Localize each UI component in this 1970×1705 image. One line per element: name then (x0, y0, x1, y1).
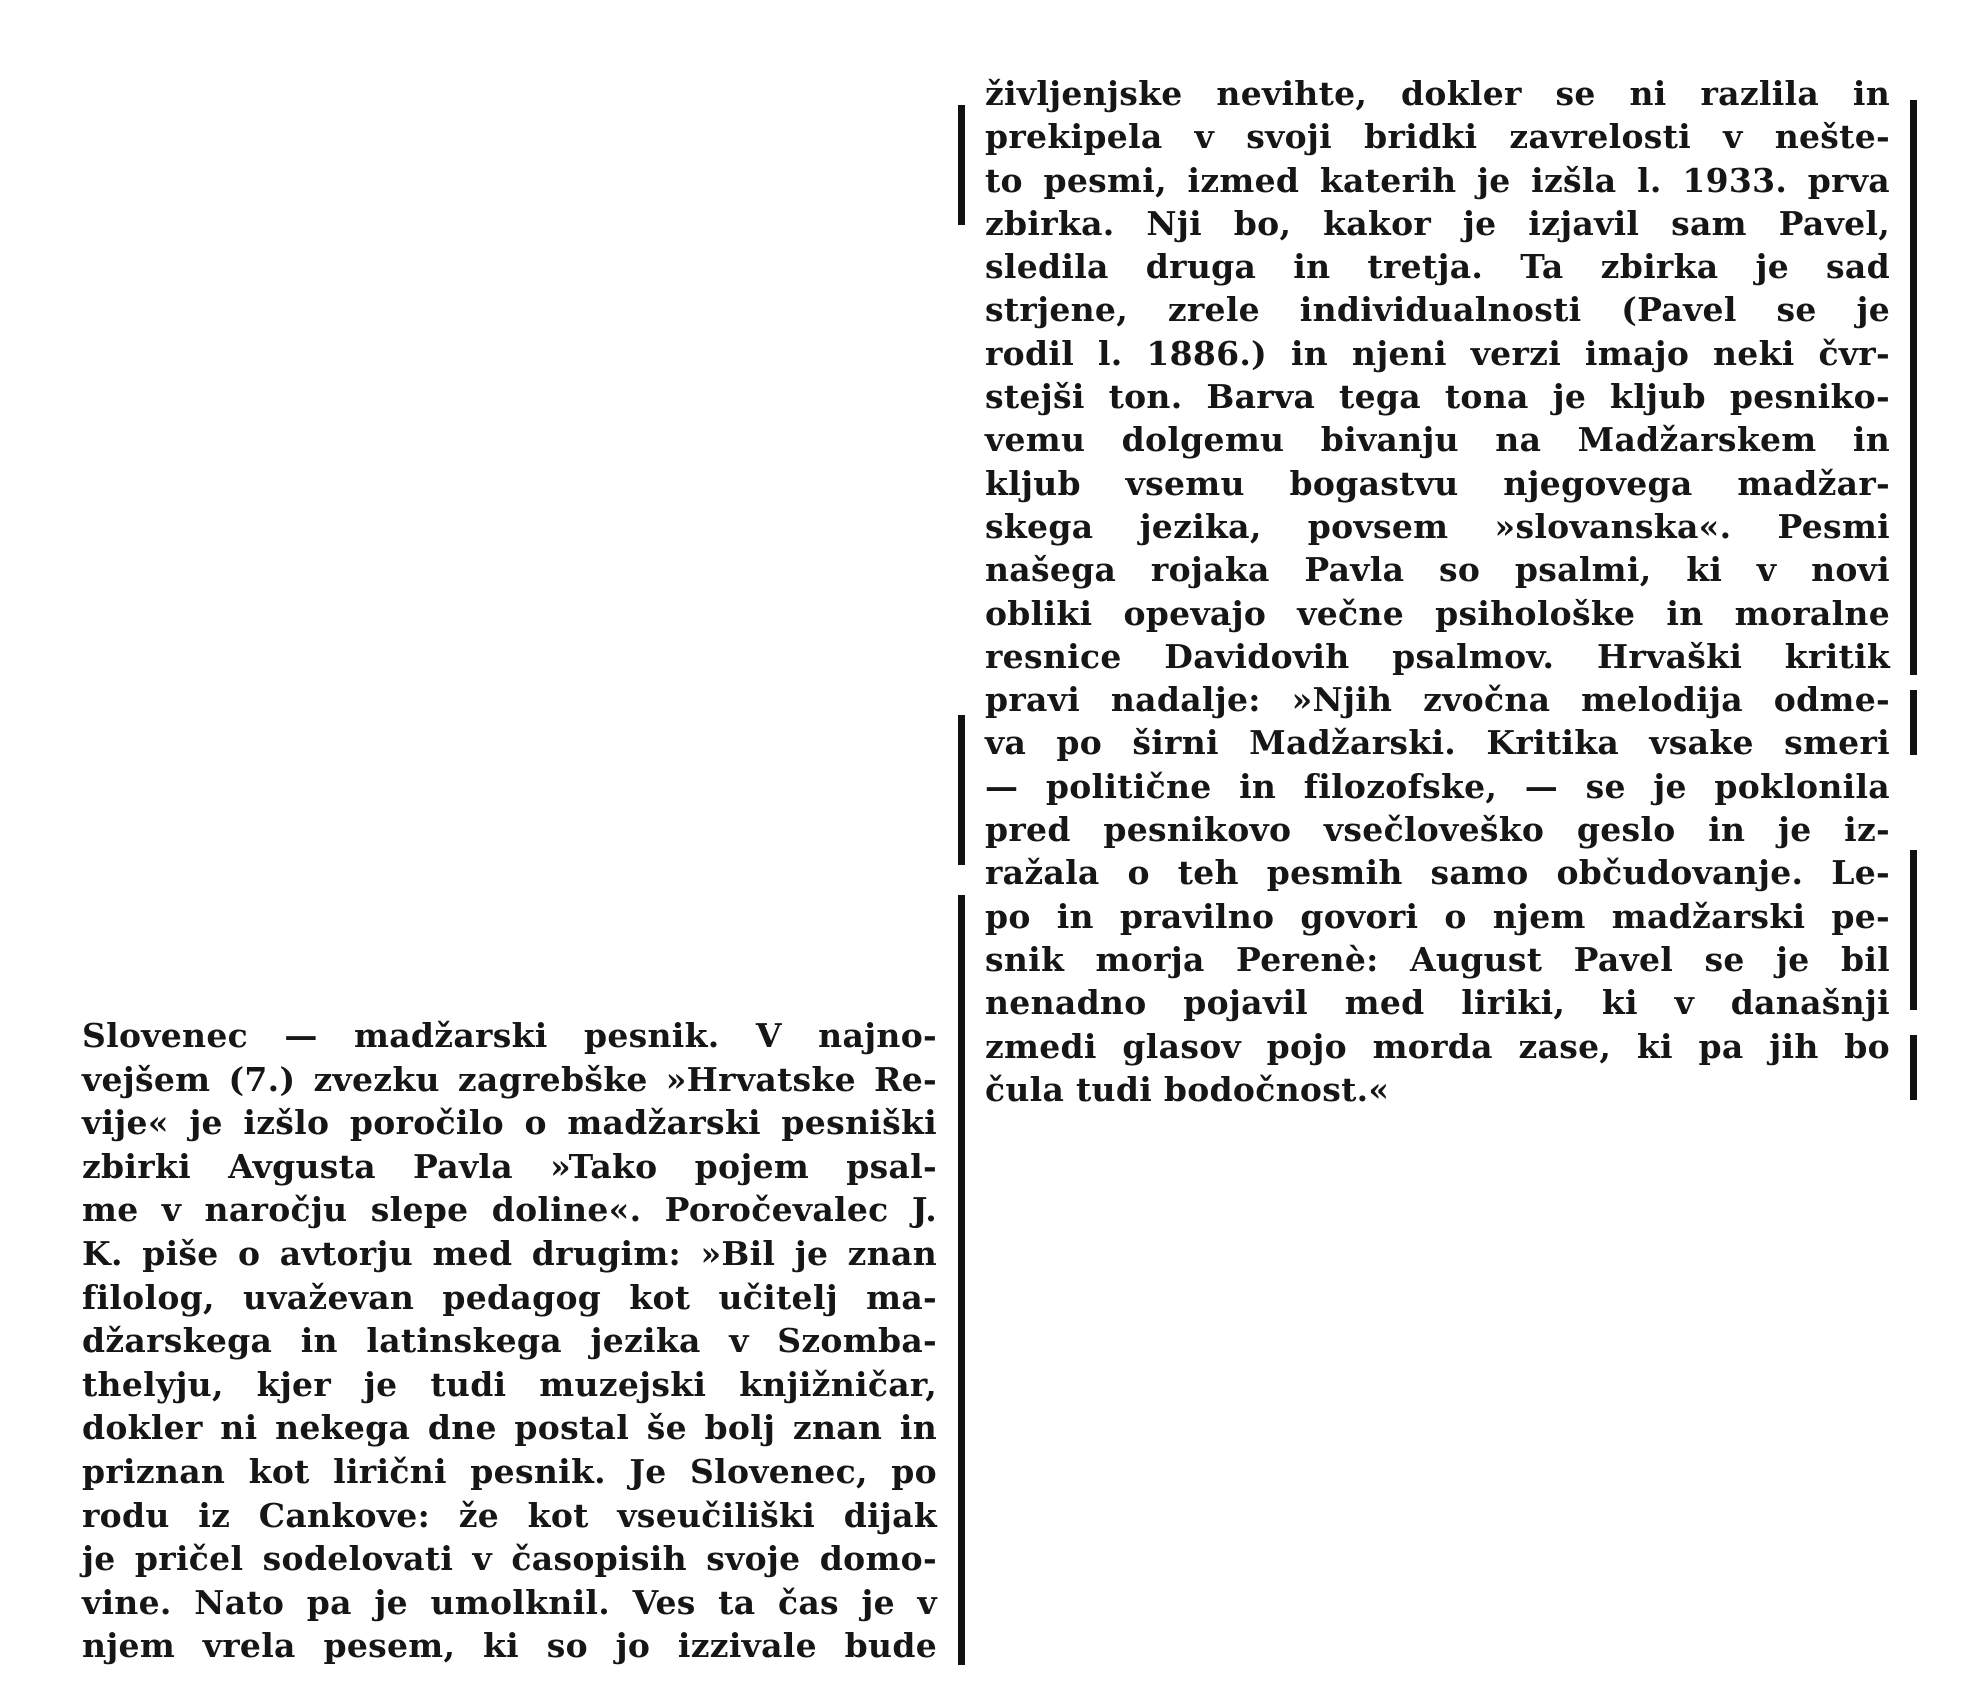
article-line: vije« je izšlo poročilo o madžarski pesniški (82, 1103, 937, 1143)
column-rule (958, 895, 965, 1665)
article-line: vemu dolgemu bivanju na Madžarskem in (985, 420, 1890, 460)
article-line: priznan kot lirični pesnik. Je Slovenec, po (82, 1451, 937, 1491)
column-rule (958, 105, 965, 225)
article-line: snik morja Perenè: August Pavel se je bil (985, 939, 1890, 979)
article-line: po in pravilno govori o njem madžarski pe- (985, 896, 1890, 936)
article-line: stejši ton. Barva tega tona je kljub pesniko- (985, 377, 1890, 417)
article-line: filolog, uvaževan pedagog kot učitelj ma- (82, 1277, 937, 1317)
article-line: me v naročju slepe doline«. Poročevalec J. (82, 1190, 937, 1230)
article-line: Slovenec — madžarski pesnik. V najno- (82, 1016, 937, 1055)
article-line: to pesmi, izmed katerih je izšla l. 1933. prva (985, 160, 1890, 200)
article-column-left (82, 1014, 937, 1668)
article-line: thelyju, kjer je tudi muzejski knjižničar, (82, 1364, 937, 1404)
article-line: obliki opevajo večne psihološke in moralne (985, 593, 1890, 633)
article-line: prekipela v svoji bridki zavrelosti v nešte- (985, 117, 1890, 157)
article-line: sledila druga in tretja. Ta zbirka je sad (985, 247, 1890, 287)
column-rule (1910, 690, 1917, 755)
article-line: vejšem (7.) zvezku zagrebške »Hrvatske Re- (82, 1059, 937, 1099)
column-rule (1910, 850, 1917, 1010)
article-line: — politične in filozofske, — se je poklonila (985, 766, 1890, 806)
article-line: rodil l. 1886.) in njeni verzi imajo neki čvr- (985, 333, 1890, 373)
article-line: njem vrela pesem, ki so jo izzivale bude (82, 1626, 937, 1666)
article-line: čula tudi bodočnost.« (985, 1069, 1390, 1109)
article-line: dokler ni nekega dne postal še bolj znan in (82, 1408, 937, 1448)
article-line: rodu iz Cankove: že kot vseučiliški dijak (82, 1495, 937, 1535)
column-rule (1910, 1035, 1917, 1100)
article-line: pred pesnikovo vsečloveško geslo in je iz- (985, 810, 1890, 850)
article-line: zmedi glasov pojo morda zase, ki pa jih bo (985, 1026, 1890, 1066)
article-line: strjene, zrele individualnosti (Pavel se je (985, 290, 1890, 330)
article-line: ražala o teh pesmih samo občudovanje. Le- (985, 853, 1890, 893)
column-rule (1910, 100, 1917, 675)
article-line: življenjske nevihte, dokler se ni razlila in (985, 74, 1890, 113)
article-line: nenadno pojavil med liriki, ki v današnji (985, 983, 1890, 1023)
article-line: zbirki Avgusta Pavla »Tako pojem psal- (82, 1146, 937, 1186)
column-rule (958, 715, 965, 865)
article-line: džarskega in latinskega jezika v Szomba- (82, 1321, 937, 1361)
article-line: kljub vsemu bogastvu njegovega madžar- (985, 463, 1890, 503)
article-line: K. piše o avtorju med drugim: »Bil je znan (82, 1233, 937, 1273)
article-line: va po širni Madžarski. Kritika vsake smeri (985, 723, 1890, 763)
article-line: pravi nadalje: »Njih zvočna melodija odme- (985, 680, 1890, 720)
article-line: skega jezika, povsem »slovanska«. Pesmi (985, 506, 1890, 546)
article-line: vine. Nato pa je umolknil. Ves ta čas je v (82, 1582, 937, 1622)
article-column-right (985, 72, 1890, 1111)
article-line: resnice Davidovih psalmov. Hrvaški kritik (985, 636, 1890, 676)
article-line: zbirka. Nji bo, kakor je izjavil sam Pavel, (985, 203, 1890, 243)
article-line: je pričel sodelovati v časopisih svoje domo- (82, 1539, 937, 1579)
article-line: našega rojaka Pavla so psalmi, ki v novi (985, 550, 1890, 590)
